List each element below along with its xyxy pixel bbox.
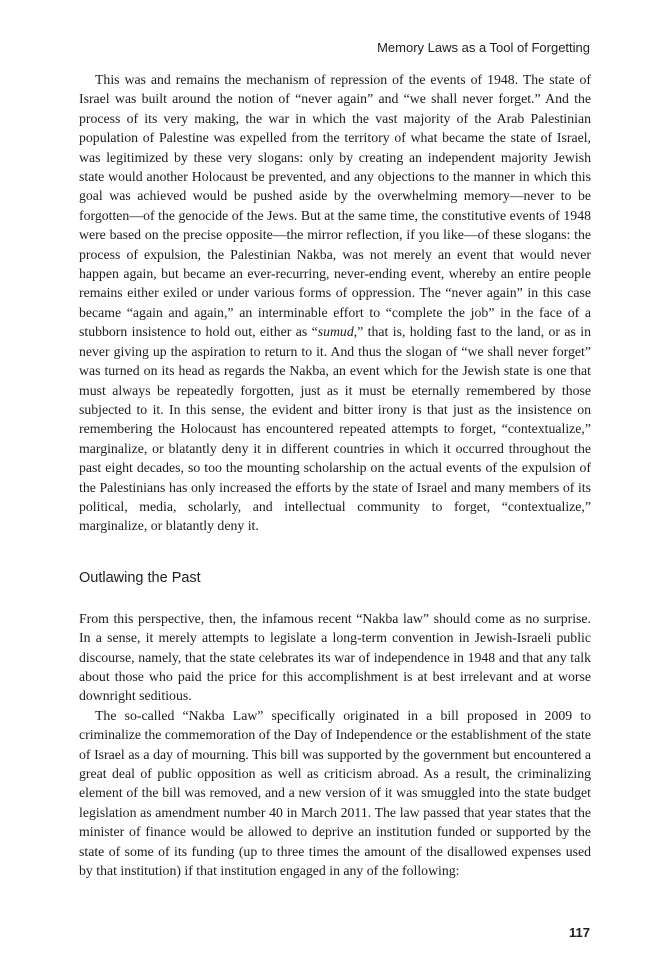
body-paragraph xyxy=(79,70,591,536)
running-header-title: Memory Laws as a Tool of Forgetting xyxy=(377,40,590,55)
page-body xyxy=(79,70,591,880)
body-paragraph: From this perspective, then, the infamous recent “Nakba law” should come as no surprise. In a sense, it merely attempts to legislate a long-term convention in Jewish-Israeli public discourse, namely, that the state celebrates its war of independence in 1948 and that any talk about those who paid the price for this accomplishment is at best irrelevant and at worse downright seditious. xyxy=(79,610,591,704)
section-heading: Outlawing the Past xyxy=(79,569,201,586)
paragraph-text: This was and remains the mechanism of repression of the events of 1948. The state of Israel was built around the notion of “never again” and “we shall never forget.” And the process of its very making, the war in which the vast majority of the Arab Palestinian population of Palestine was expelled from the territory of what became the state of Israel, was legitimized by these very slogans: only by creating an independent majority Jewish state would another Holocaust be prevented, and any objections to the manner in which this goal was achieved would be pushed aside by the overwhelming memory—never to be forgotten—of the genocide of the Jews. But at the same time, the constitutive events of 1948 were based on the precise opposite—the mirror reflection, if you like—of these slogans: the process of expulsion, the Palestinian Nakba, was not merely an event that would never happen again, but became an ever-recurring, never-ending event, whereby an entire people remains either exiled or under various forms of oppression. The “never again” in this case became “again and again,” an interminable effort to “complete the job” in the face of a stubborn insistence to hold out, either as “ xyxy=(79,72,591,340)
paragraph-text: ,” that is, holding fast to the land, or as in never giving up the aspiration to return to it. And thus the slogan of “we shall never forget” was turned on its head as regards the Nakba, an event which for the Jewish state is one that must always be repeatedly forgotten, just as it must be eternally remembered by those subjected to it. In this sense, the evident and bitter irony is that just as the insistence on remembering the Holocaust has encountered repeated attempts to forget, “contextualize,” marginalize, or blatantly deny it in different countries in which it occurred throughout the past eight decades, so too the mounting scholarship on the actual events of the expulsion of the Palestinians has only increased the efforts by the state of Israel and many members of its political, media, scholarly, and intellectual community to forget, “contextualize,” marginalize, or blatantly deny it. xyxy=(79,324,592,534)
page-number: 117 xyxy=(569,925,590,940)
body-paragraph: The so-called “Nakba Law” specifically originated in a bill proposed in 2009 to criminalize the commemoration of the Day of Independence or the establishment of the state of Israel as a day of mourning. This bill was supported by the government but encountered a great deal of public opposition as well as criticism abroad. As a result, the criminalizing element of the bill was removed, and a new version of it was smuggled into the state budget legislation as amendment number 40 in March 2011. The law passed that year states that the minister of finance would be allowed to deprive an institution funded or supported by the state of some of its funding (up to three times the amount of the disallowed expenses used by that institution) if that institution engaged in any of the following: xyxy=(79,707,591,879)
italic-term: sumud xyxy=(317,324,354,340)
